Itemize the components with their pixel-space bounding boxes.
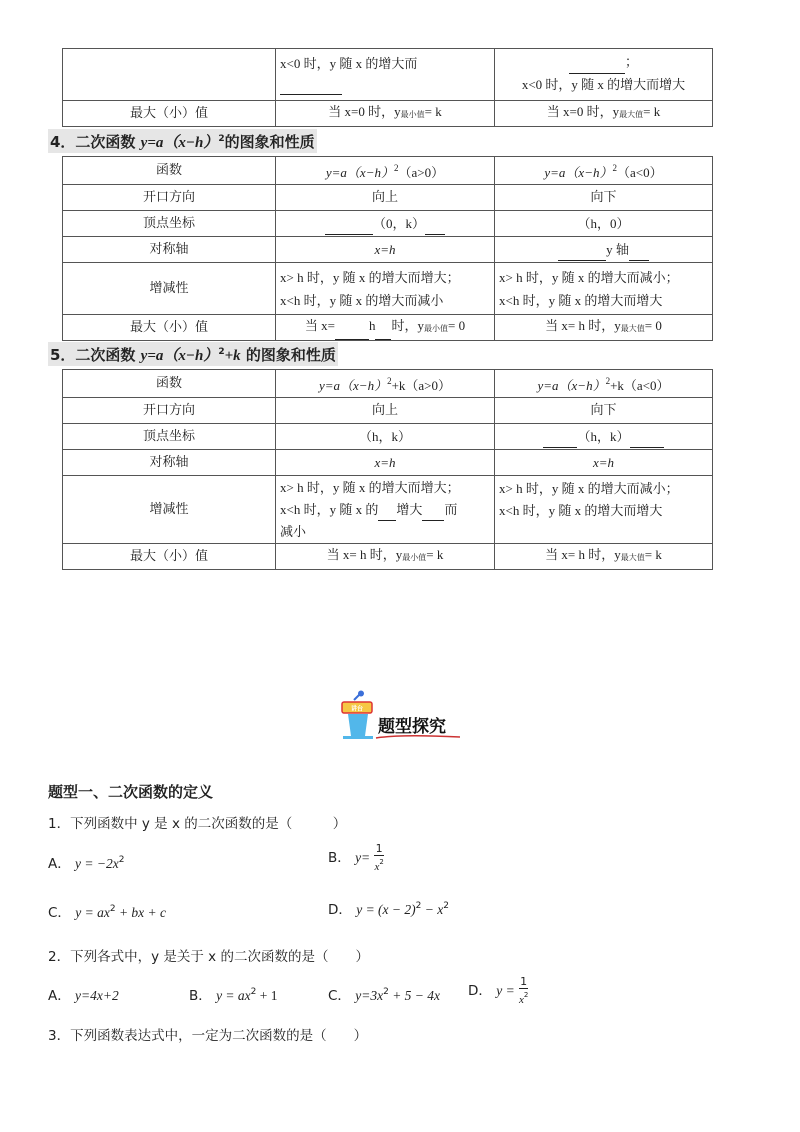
fill-blank	[425, 222, 445, 235]
table-section4	[62, 156, 713, 341]
section-4-heading: 4．二次函数 $y=a(x-h)^2$的图象和性质	[48, 129, 317, 153]
table-row	[63, 185, 713, 211]
table-header: $y=a(x-h)^2+k(a>0)$	[276, 370, 495, 398]
table-row	[63, 211, 713, 237]
table-cell: 当 x= h 时，y最大值= 0	[495, 315, 713, 341]
fill-blank	[280, 82, 342, 95]
table-cell: ； x<0 时，y 随 x 的增大而增大	[495, 49, 713, 101]
q2-option-c[interactable]: C． $y=3x^2 + 5 - 4x$	[328, 987, 441, 1004]
table-cell: x> h 时，y 随 x 的增大而减小； x<h 时，y 随 x 的增大而增大	[495, 263, 713, 315]
fill-blank	[629, 248, 649, 261]
fill-blank	[375, 327, 391, 340]
table-row	[63, 49, 713, 101]
table-cell: （h，k）	[276, 424, 495, 450]
table-header: 函数	[63, 157, 276, 185]
q2-option-d[interactable]: D． y = 1 $x^2$	[468, 975, 529, 1006]
table-row-label: 最大（小）值	[63, 315, 276, 341]
table-row	[63, 476, 713, 544]
table-row-label: 顶点坐标	[63, 211, 276, 237]
table-row-label: 对称轴	[63, 450, 276, 476]
table-cell: （0，k）	[276, 211, 495, 237]
table-row	[63, 544, 713, 570]
fill-blank	[378, 508, 396, 521]
table-row	[63, 424, 713, 450]
podium-badge-text: 讲台	[350, 705, 364, 713]
q1-option-a[interactable]: A． $y = -2x^2$	[48, 855, 125, 872]
table-cell: x=h	[276, 237, 495, 263]
table-row	[63, 450, 713, 476]
table-cell: x=h	[276, 450, 495, 476]
fill-blank	[558, 248, 606, 261]
table-section3-continued	[62, 48, 713, 127]
table-cell: 当 x= h 时，y最小值= 0	[276, 315, 495, 341]
table-row-label: 对称轴	[63, 237, 276, 263]
table-cell: 向下	[495, 185, 713, 211]
table-cell: 向上	[276, 398, 495, 424]
table-cell: x<0 时，y 随 x 的增大而	[276, 49, 495, 101]
table-header: $y=a(x-h)^2+k(a<0)$	[495, 370, 713, 398]
table-row	[63, 237, 713, 263]
fill-blank	[325, 222, 373, 235]
table-cell: （h，k）	[495, 424, 713, 450]
table-row	[63, 263, 713, 315]
fill-blank	[569, 61, 625, 74]
table-row-label: 最大（小）值	[63, 101, 276, 127]
table-row	[63, 370, 713, 398]
table-cell: 当 x= h 时，y最大值= k	[495, 544, 713, 570]
q1-option-d[interactable]: D． $y = (x - 2)^2 - x^2$	[328, 901, 449, 918]
fill-blank	[543, 435, 577, 448]
table-row	[63, 398, 713, 424]
table-row-label: 最大（小）值	[63, 544, 276, 570]
fill-blank	[630, 435, 664, 448]
table-cell: x> h 时，y 随 x 的增大而增大； x<h 时，y 随 x 的增大而减小	[276, 263, 495, 315]
section-5-heading: 5．二次函数 $y=a(x-h)^2+k$ 的图象和性质	[48, 342, 338, 366]
table-cell: （h，0）	[495, 211, 713, 237]
q1-option-c[interactable]: C． $y = ax^2$ + bx + c	[48, 904, 167, 921]
table-cell: 当 x=0 时，y最小值= k	[276, 101, 495, 127]
table-row	[63, 101, 713, 127]
table-header: $y=a(x-h)^2(a<0)$	[495, 157, 713, 185]
section-title: 题型探究	[378, 717, 446, 737]
q2-option-b[interactable]: B． $y = ax^2 + 1$	[189, 987, 278, 1004]
topic-title: 题型一、二次函数的定义	[48, 783, 214, 801]
table-row	[63, 157, 713, 185]
table-header: $y=a(x-h)^2(a>0)$	[276, 157, 495, 185]
table-section5	[62, 369, 713, 570]
table-row-label: 顶点坐标	[63, 424, 276, 450]
table-cell: 向下	[495, 398, 713, 424]
table-cell-empty	[63, 49, 276, 101]
q1-option-b[interactable]: B． y= 1 $x^2$	[328, 842, 384, 873]
table-cell: 当 x=0 时，y最大值= k	[495, 101, 713, 127]
fill-blank	[422, 508, 444, 521]
q2-option-a[interactable]: A． y=4x+2	[48, 988, 119, 1004]
table-header: 函数	[63, 370, 276, 398]
table-cell: x> h 时，y 随 x 的增大而减小； x<h 时，y 随 x 的增大而增大	[495, 476, 713, 544]
table-row-label: 开口方向	[63, 398, 276, 424]
table-cell: x=h	[495, 450, 713, 476]
podium-logo-icon	[340, 690, 465, 745]
fraction: 1 $x^2$	[374, 842, 384, 873]
question-1: 1．下列函数中 y 是 x 的二次函数的是（ ）	[48, 816, 347, 832]
table-row	[63, 315, 713, 341]
fraction: 1 $x^2$	[518, 975, 529, 1006]
table-row-label: 增减性	[63, 263, 276, 315]
fill-blank	[335, 327, 369, 340]
table-row-label: 开口方向	[63, 185, 276, 211]
question-2: 2．下列各式中，y 是关于 x 的二次函数的是（ ）	[48, 949, 369, 965]
table-cell: 向上	[276, 185, 495, 211]
table-cell: x> h 时，y 随 x 的增大而增大； x<h 时，y 随 x 的 增大 而 减小	[276, 476, 495, 544]
table-cell: 当 x= h 时，y最小值= k	[276, 544, 495, 570]
table-row-label: 增减性	[63, 476, 276, 544]
question-3: 3．下列函数表达式中，一定为二次函数的是（ ）	[48, 1028, 368, 1044]
table-cell: y 轴	[495, 237, 713, 263]
